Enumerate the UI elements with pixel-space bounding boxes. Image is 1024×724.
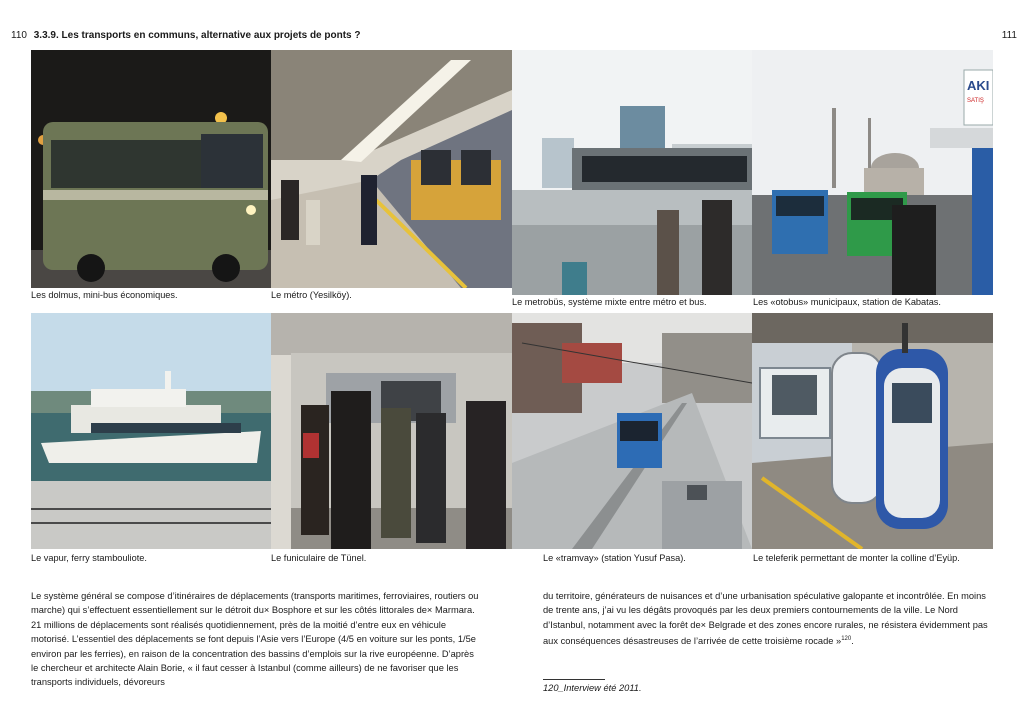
sign-text-top: AKI	[967, 78, 990, 93]
photo-teleferik	[752, 313, 993, 549]
footnote-rule	[543, 679, 605, 680]
page-number-left: 110	[11, 30, 27, 41]
body-column-right	[543, 589, 993, 649]
photo-funiculaire	[271, 313, 512, 549]
page-number-right: 111	[1001, 30, 1017, 41]
caption-metro: Le métro (Yesilköy).	[271, 290, 352, 300]
photo-otobus	[752, 50, 993, 295]
page-header-left	[11, 30, 361, 41]
footnote: 120_Interview été 2011.	[543, 683, 642, 693]
body-paragraph-left: Le système général se compose d’itinéraires de déplacements (transports maritimes, ferroviaires, routiers ou marche) qui s’effectuent essentiellement sur le détroit du× Bosphore et sur les côtés littorales de× Marmara. 21 millions de déplacements sont réalisés quotidiennement, près de la moitié d’entre eux en véhicule motorisé. L’essentiel des déplacements se font depuis l’Asie vers l’Europe (4/5 en voiture sur les ponts, 1/5e environ par les ferries), en raison de la concentration des bassins d’emplois sur la rive européenne. D’après le chercheur et architecte Alain Borie, « il faut cesser à Istanbul (comme ailleurs) de ne favoriser que les transports individuels, dévoreurs	[31, 591, 479, 688]
caption-funiculaire: Le funiculaire de Tünel.	[271, 553, 367, 563]
caption-otobus: Les «otobus» municipaux, station de Kabatas.	[753, 297, 941, 307]
caption-dolmus: Les dolmus, mini-bus économiques.	[31, 290, 178, 300]
caption-vapur: Le vapur, ferry stambouliote.	[31, 553, 147, 563]
photo-dolmus	[31, 50, 271, 288]
body-paragraph-right	[543, 589, 993, 649]
body-column-left	[31, 589, 481, 690]
photo-vapur	[31, 313, 271, 549]
body-paragraph-right-text: du territoire, générateurs de nuisances et d’une urbanisation spéculative galopante et incontrôlée. En moins de trente ans, j’ai vu les dégâts provoqués par les deux premiers contournements de la ville. Le Nord d’Istanbul, notamment avec la forêt de× Belgrade et des zones encore rurales, ne résistera évidemment pas aux conséquences désastreuses de l’arrivée de cette troisième rocade »	[543, 591, 988, 647]
photo-tramvay	[512, 313, 752, 549]
caption-teleferik: Le teleferik permettant de monter la colline d’Eyüp.	[753, 553, 960, 563]
photo-metrobus	[512, 50, 752, 295]
caption-metrobus: Le metrobüs, système mixte entre métro et bus.	[512, 297, 707, 307]
caption-tramvay: Le «tramvay» (station Yusuf Pasa).	[543, 553, 686, 563]
section-title: 3.3.9. Les transports en communs, alternative aux projets de ponts ?	[33, 30, 361, 41]
sign-text-sub: SATIŞ	[967, 98, 984, 104]
body-paragraph-right-end: .	[851, 636, 854, 647]
photo-metro	[271, 50, 512, 288]
footnote-ref: 120	[841, 636, 852, 643]
